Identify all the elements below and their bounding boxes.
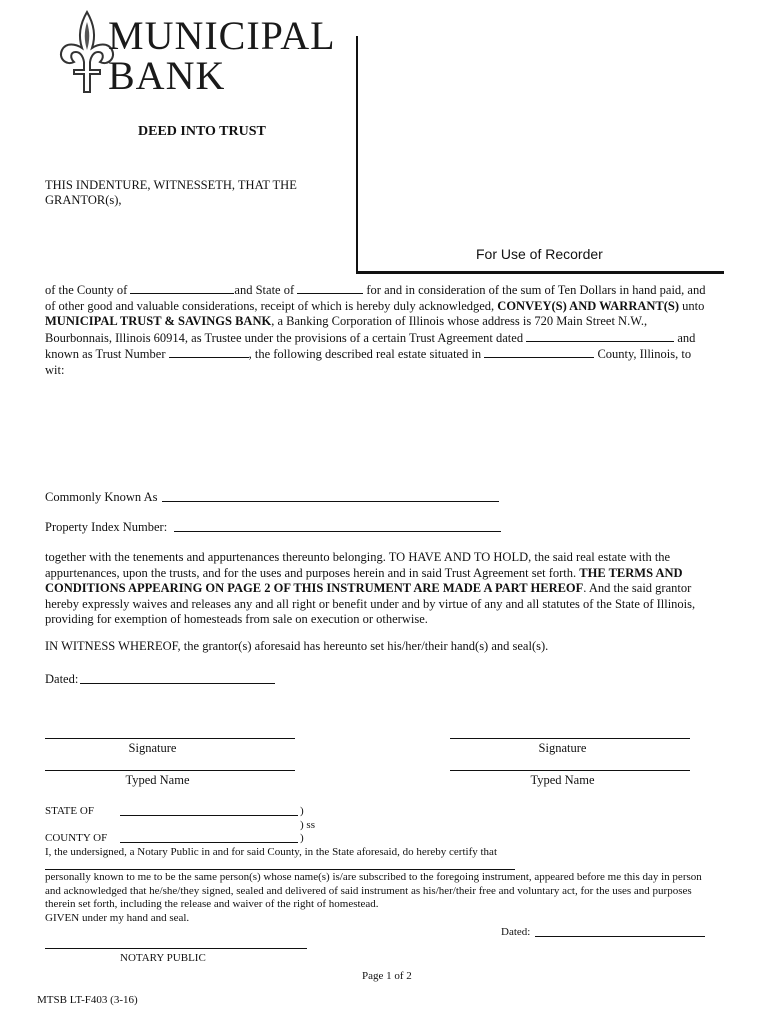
- county-blank[interactable]: [130, 282, 234, 294]
- consideration-line-3: [45, 314, 725, 330]
- typed-name-line-right[interactable]: [450, 770, 690, 771]
- notary-paragraph: [45, 871, 735, 925]
- consideration-line-1: [45, 282, 725, 299]
- state-prefix: and State of: [234, 283, 295, 297]
- consideration-line-5: [45, 346, 725, 363]
- page-number: Page 1 of 2: [362, 970, 412, 982]
- unto-text: unto: [682, 298, 705, 313]
- certify-name-line[interactable]: [45, 869, 515, 870]
- and-text: and: [677, 330, 696, 345]
- county-of-paren: ): [300, 832, 304, 844]
- dated-line[interactable]: [80, 683, 275, 684]
- grantor-intro-line-2: GRANTOR(s),: [45, 193, 122, 207]
- state-of-line[interactable]: [120, 815, 298, 816]
- trust-number-blank[interactable]: [169, 346, 249, 358]
- situated-county-blank[interactable]: [484, 346, 594, 358]
- witness-text: IN WITNESS WHEREOF, the grantor(s) aforesaid has hereunto set his/her/their hand(s) and seal(s).: [45, 639, 549, 653]
- logo-line-1: MUNICIPAL: [108, 13, 336, 58]
- typed-name-label-left: Typed Name: [125, 773, 190, 787]
- state-of-paren: ): [300, 805, 304, 817]
- county-illinois-text: County, Illinois, to: [597, 347, 692, 361]
- county-of-line[interactable]: [120, 842, 298, 843]
- ss-mark: ) ss: [300, 819, 315, 831]
- terms-bold-2: CONDITIONS APPEARING ON PAGE 2 OF THIS INSTRUMENT ARE MADE A PART HEREOF: [45, 581, 584, 595]
- notary-line-1: personally known to me to be the same person(s) whose name(s) is/are subscribed to the foregoing instrument, appeared before me this day in person: [45, 871, 702, 883]
- notary-dated-label: Dated:: [501, 926, 531, 938]
- terms-bold-1: THE TERMS AND: [579, 565, 683, 580]
- recorder-box-bottom-rule: [356, 271, 724, 274]
- dated-label: Dated:: [45, 672, 79, 686]
- tenements-line-3-text: . And the said grantor: [583, 581, 692, 595]
- logo-line-2: BANK: [108, 53, 226, 98]
- tenements-line-2-text: appurtenances, upon the trusts, and for the uses and purposes herein and in said Trust Agreement set forth.: [45, 565, 577, 580]
- trust-date-blank[interactable]: [526, 330, 674, 342]
- notary-line-3: therein set forth, including the release and waiver of the right of homestead.: [45, 898, 379, 910]
- trust-number-label: known as Trust Number: [45, 347, 166, 361]
- trustee-name: MUNICIPAL TRUST & SAVINGS BANK: [45, 314, 272, 328]
- notary-public-label: NOTARY PUBLIC: [120, 952, 206, 964]
- notary-signature-line[interactable]: [45, 948, 307, 949]
- document-title: DEED INTO TRUST: [138, 124, 266, 139]
- commonly-known-label: Commonly Known As: [45, 490, 158, 504]
- tenements-line-3: [45, 581, 725, 597]
- notary-dated-line[interactable]: [535, 936, 705, 937]
- state-blank[interactable]: [297, 282, 363, 294]
- pin-line[interactable]: [174, 531, 501, 532]
- tenements-paragraph: [45, 550, 725, 628]
- tenements-line-2: [45, 566, 725, 582]
- county-of-label: COUNTY OF: [45, 832, 108, 844]
- state-of-label: STATE OF: [45, 805, 94, 817]
- signature-label-left: Signature: [128, 741, 177, 755]
- consideration-text: for and in consideration of the sum of Ten Dollars in hand paid, and: [366, 283, 706, 297]
- commonly-known-line[interactable]: [162, 501, 499, 502]
- convey-warrant: CONVEY(S) AND WARRANT(S): [497, 298, 680, 313]
- notary-certify-text: I, the undersigned, a Notary Public in and for said County, in the State aforesaid, do hereby certify that: [45, 846, 497, 858]
- form-code: MTSB LT-F403 (3-16): [37, 994, 138, 1006]
- signature-label-right: Signature: [538, 741, 587, 755]
- signature-line-left[interactable]: [45, 738, 295, 739]
- pin-label: Property Index Number:: [45, 520, 168, 534]
- trust-agreement-text: Bourbonnais, Illinois 60914, as Trustee under the provisions of a certain Trust Agreement dated: [45, 330, 524, 345]
- situated-in-text: , the following described real estate situated in: [248, 347, 482, 361]
- consideration-line-2: [45, 299, 725, 315]
- consideration-paragraph: [45, 282, 725, 378]
- bank-logo: [52, 8, 336, 98]
- given-under-hand: GIVEN under my hand and seal.: [45, 911, 190, 924]
- tenements-line-1: together with the tenements and appurtenances thereunto belonging. TO HAVE AND TO HOLD, the said real estate with the: [45, 550, 671, 564]
- consideration-line-2-text: of other good and valuable considerations, receipt of which is hereby duly acknowledged,: [45, 298, 495, 313]
- consideration-line-6: wit:: [45, 362, 65, 377]
- grantor-intro-line-1: THIS INDENTURE, WITNESSETH, THAT THE: [45, 178, 297, 192]
- trustee-address: , a Banking Corporation of Illinois whose address is 720 Main Street N.W.,: [271, 314, 648, 328]
- typed-name-line-left[interactable]: [45, 770, 295, 771]
- typed-name-label-right: Typed Name: [530, 773, 595, 787]
- county-prefix: of the County of: [45, 283, 128, 297]
- recorder-box-left-rule: [356, 36, 358, 272]
- signature-line-right[interactable]: [450, 738, 690, 739]
- consideration-line-4: [45, 330, 725, 347]
- tenements-line-5: providing for exemption of homesteads from sale on execution or otherwise.: [45, 612, 428, 626]
- tenements-line-4: hereby expressly waives and releases any and all right or benefit under and by virtue of any and all statutes of the State of Illinois,: [45, 596, 696, 611]
- recorder-box-label: For Use of Recorder: [476, 246, 603, 262]
- notary-line-2: and acknowledged that he/she/they signed, sealed and delivered of said instrument as his/her/their free and voluntary act, for the uses and purposes: [45, 884, 692, 897]
